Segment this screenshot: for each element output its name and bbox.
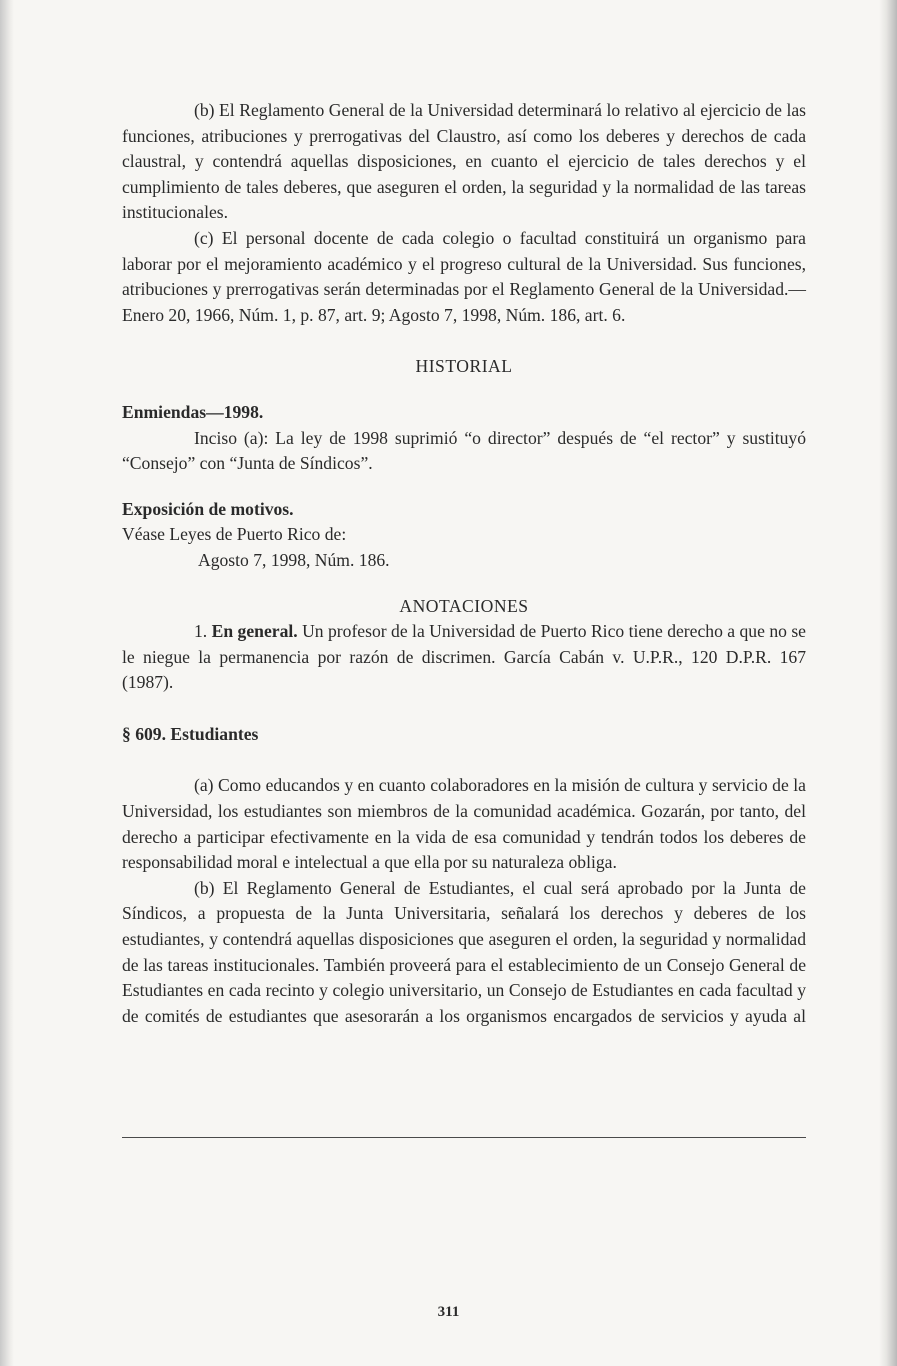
anotacion-heading: En general. <box>211 621 298 642</box>
enmiendas-heading: Enmiendas—1998. <box>122 401 264 422</box>
paragraph-c-personal: (c) El personal docente de cada colegio o facultad constituirá un organismo para laborar por el mejoramiento académico y el progreso cultural de la Universidad. Sus funciones, atribuciones y prerrogativas serán determinadas por el Reglamento General de la Universidad.—Enero 20, 1966, Núm. 1, p. 87, art. 9; Agosto 7, 1998, Núm. 186, art. 6. <box>122 227 806 325</box>
section-609-heading: § 609. Estudiantes <box>122 723 259 744</box>
anotacion-item-1 <box>122 619 806 696</box>
anotacion-number: 1. <box>194 621 208 642</box>
anotacion-text: Un profesor de la Universidad de Puerto Rico tiene derecho a que no se le niegue la permanencia por razón de discrimen. García Cabán v. U.P.R., 120 D.P.R. 167 (1987). <box>122 621 806 693</box>
exposicion-heading: Exposición de motivos. <box>122 498 294 519</box>
exposicion-text: Véase Leyes de Puerto Rico de: <box>122 524 347 545</box>
page-number: 311 <box>437 1304 460 1320</box>
enmiendas-text: Inciso (a): La ley de 1998 suprimió “o director” después de “el rector” y sustituyó “Consejo” con “Junta de Síndicos”. <box>122 427 806 474</box>
anotaciones-title: ANOTACIONES <box>399 595 529 616</box>
section-609-paragraph-a: (a) Como educandos y en cuanto colaboradores en la misión de cultura y servicio de la Universidad, los estudiantes son miembros de la comunidad académica. Gozarán, por tanto, del derecho a participar efectivamente en la vida de esa comunidad y tendrán todos los deberes de responsabilidad moral e intelectual a que ella por su naturaleza obliga. <box>122 775 806 873</box>
section-609-paragraph-b: (b) El Reglamento General de Estudiantes, el cual será aprobado por la Junta de Síndicos, a propuesta de la Junta Universitaria, señalará los derechos y deberes de los estudiantes, y contendrá aquellas disposiciones que aseguren el orden, la seguridad y normalidad de las tareas institucionales. También proveerá para el establecimiento de un Consejo General de Estudiantes en cada recinto y colegio universitario, un Consejo de Estudiantes en cada facultad y de comités de estudiantes que asesorarán a los organismos encargados de servicios y ayuda al <box>122 877 806 1026</box>
document-page <box>122 98 806 1029</box>
scan-edge-left <box>0 0 14 1366</box>
paragraph-b-reglamento: (b) El Reglamento General de la Universidad determinará lo relativo al ejercicio de las funciones, atribuciones y prerrogativas del Claustro, así como los deberes y derechos de cada claustral, y contendrá aquellas disposiciones, en cuanto el ejercicio de tales derechos y el cumplimiento de tales deberes, que aseguren el orden, la seguridad y la normalidad de las tareas institucionales. <box>122 100 806 223</box>
exposicion-reference: Agosto 7, 1998, Núm. 186. <box>198 549 390 570</box>
scan-edge-right <box>879 0 897 1366</box>
historial-title: HISTORIAL <box>415 356 513 377</box>
footnote-divider <box>122 1137 806 1138</box>
